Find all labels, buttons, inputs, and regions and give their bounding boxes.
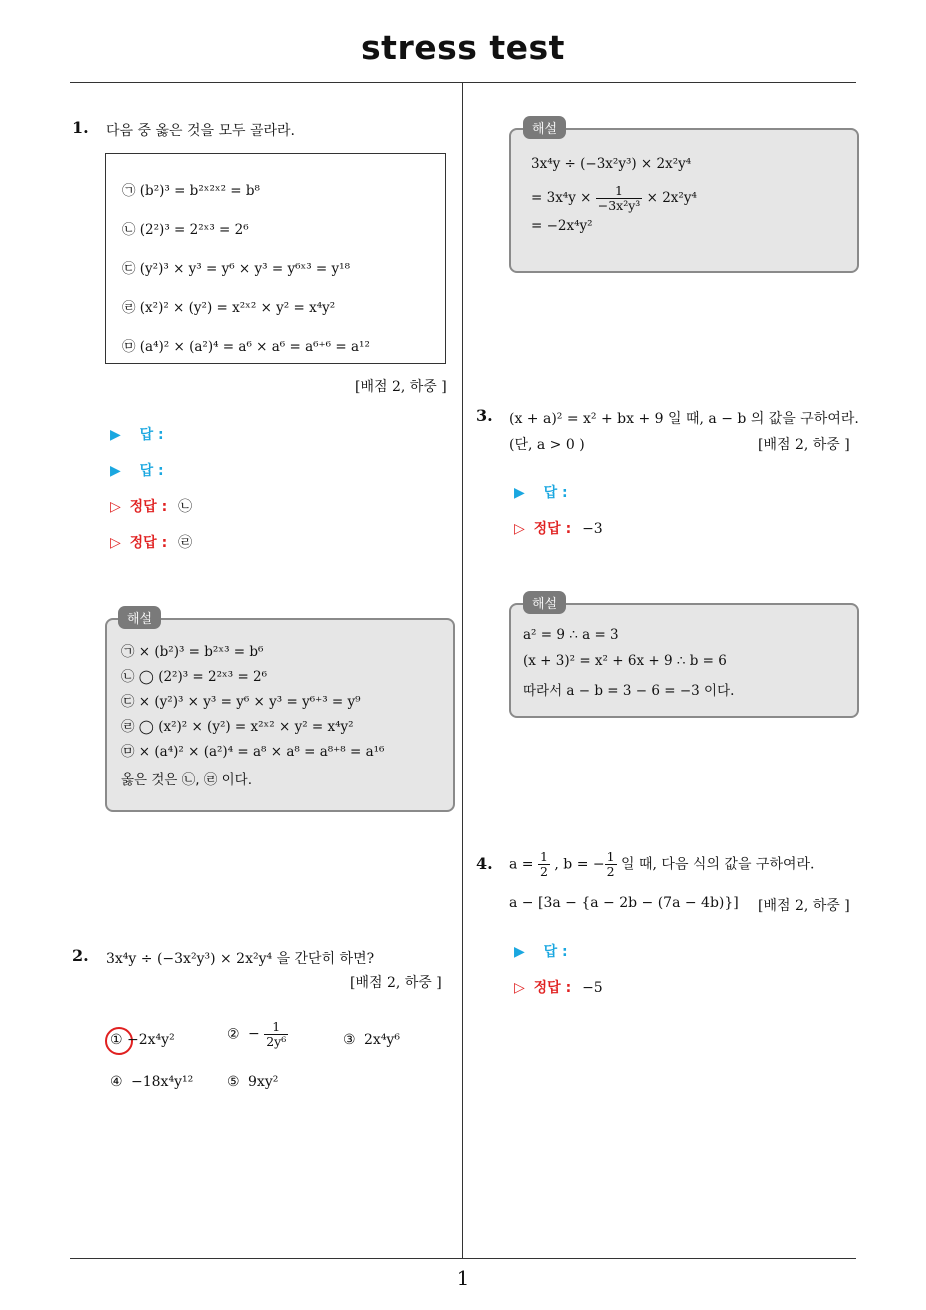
q3-score: [배점 2, 하중 ] bbox=[758, 437, 850, 453]
play-icon: ▶ bbox=[110, 463, 121, 479]
q3-correct-row bbox=[514, 518, 603, 538]
answer-label: 답 : bbox=[543, 944, 568, 960]
correct-value: ㉣ bbox=[178, 535, 193, 551]
q1-explanation-line: ㉢ × (y²)³ × y³ = y⁶ × y³ = y⁶⁺³ = y⁹ bbox=[121, 694, 361, 710]
choice-fraction: $\frac{1}{\text{2y⁶}}$ bbox=[266, 1019, 287, 1049]
q4-answer-row bbox=[514, 941, 568, 961]
q1-score: [배점 2, 하중 ] bbox=[355, 379, 447, 395]
q2-explanation-line: = 3x⁴y × $\frac{1}{\text{−3x²y³}}$ × 2x²y⁴ bbox=[531, 183, 697, 213]
play-outline-icon: ▷ bbox=[514, 980, 525, 996]
choice-number: ① bbox=[110, 1032, 123, 1048]
q3-explanation-line: 따라서 a − b = 3 − 6 = −3 이다. bbox=[523, 683, 735, 699]
q4-number: 4. bbox=[476, 854, 493, 873]
choice-number: ② bbox=[227, 1026, 240, 1043]
play-icon: ▶ bbox=[514, 485, 525, 501]
q1-option: ㉢ (y²)³ × y³ = y⁶ × y³ = y⁶ˣ³ = y¹⁸ bbox=[122, 261, 350, 277]
play-outline-icon: ▷ bbox=[514, 521, 525, 537]
choice-value: −18x⁴y¹² bbox=[131, 1074, 194, 1090]
q2-choice-2[interactable] bbox=[227, 1020, 288, 1049]
explanation-tag: 해설 bbox=[118, 606, 161, 629]
q1-answer-row bbox=[110, 424, 164, 444]
q2-explanation-line: 3x⁴y ÷ (−3x²y³) × 2x²y⁴ bbox=[531, 156, 692, 172]
page-number: 1 bbox=[456, 1266, 470, 1290]
q1-correct-row bbox=[110, 532, 192, 552]
q1-option: ㉡ (2²)³ = 2²ˣ³ = 2⁶ bbox=[122, 222, 249, 238]
q1-explanation-line: ㉣ ◯ (x²)² × (y²) = x²ˣ² × y² = x⁴y² bbox=[121, 719, 354, 735]
correct-value: −3 bbox=[582, 521, 603, 537]
choice-value: − bbox=[248, 1026, 260, 1043]
play-outline-icon: ▷ bbox=[110, 499, 121, 515]
correct-value: −5 bbox=[582, 980, 603, 996]
q3-explanation-box bbox=[509, 603, 859, 718]
q1-explanation-line: 옳은 것은 ㉡, ㉣ 이다. bbox=[121, 772, 252, 788]
q1-answer-row bbox=[110, 460, 164, 480]
explanation-tag: 해설 bbox=[523, 591, 566, 614]
q3-question: (x + a)² = x² + bx + 9 일 때, a − b 의 값을 구하여라. bbox=[509, 411, 859, 427]
q2-choice-3[interactable] bbox=[343, 1032, 400, 1048]
q2-explanation-line: = −2x⁴y² bbox=[531, 218, 593, 234]
q4-score: [배점 2, 하중 ] bbox=[758, 898, 850, 914]
q4-fraction-b: $\frac{1}{2}$ bbox=[606, 849, 615, 879]
q2-score: [배점 2, 하중 ] bbox=[350, 975, 442, 991]
footer-rule bbox=[70, 1258, 856, 1259]
q2-number: 2. bbox=[72, 946, 89, 965]
q1-explanation-box bbox=[105, 618, 455, 812]
play-icon: ▶ bbox=[110, 427, 121, 443]
answer-label: 답 : bbox=[139, 463, 164, 479]
q2-choice-1[interactable] bbox=[110, 1032, 175, 1048]
play-outline-icon: ▷ bbox=[110, 535, 121, 551]
header-rule bbox=[70, 82, 856, 83]
q2-choice-5[interactable] bbox=[227, 1074, 278, 1090]
q2-explanation-box bbox=[509, 128, 859, 273]
q4-expression: a − [3a − {a − 2b − (7a − 4b)}] bbox=[509, 895, 739, 911]
column-divider bbox=[462, 83, 463, 1258]
q1-number: 1. bbox=[72, 118, 89, 137]
q2-question: 3x⁴y ÷ (−3x²y³) × 2x²y⁴ 을 간단히 하면? bbox=[106, 951, 375, 967]
choice-number: ⑤ bbox=[227, 1074, 240, 1090]
q1-explanation-line: ㉠ × (b²)³ = b²ˣ³ = b⁶ bbox=[121, 644, 264, 660]
correct-label: 정답 : bbox=[129, 499, 168, 515]
answer-label: 답 : bbox=[543, 485, 568, 501]
q3-answer-row bbox=[514, 482, 568, 502]
q3-explanation-line: (x + 3)² = x² + 6x + 9 ∴ b = 6 bbox=[523, 653, 727, 669]
q4-correct-row bbox=[514, 977, 603, 997]
q1-option: ㉠ (b²)³ = b²ˣ²ˣ² = b⁸ bbox=[122, 183, 260, 199]
q1-question: 다음 중 옳은 것을 모두 골라라. bbox=[106, 123, 295, 139]
play-icon: ▶ bbox=[514, 944, 525, 960]
q1-explanation-line: ㉤ × (a⁴)² × (a²)⁴ = a⁸ × a⁸ = a⁸⁺⁸ = a¹⁶ bbox=[121, 744, 385, 760]
explanation-fraction: $\frac{1}{\text{−3x²y³}}$ bbox=[597, 183, 641, 213]
q1-explanation-line: ㉡ ◯ (2²)³ = 2²ˣ³ = 2⁶ bbox=[121, 669, 268, 685]
correct-value: ㉡ bbox=[178, 499, 193, 515]
q3-explanation-line: a² = 9 ∴ a = 3 bbox=[523, 627, 619, 643]
correct-label: 정답 : bbox=[129, 535, 168, 551]
answer-label: 답 : bbox=[139, 427, 164, 443]
page-title: stress test bbox=[361, 28, 565, 67]
choice-value: 9xy² bbox=[248, 1074, 279, 1090]
q4-question: a = $\frac{1}{2}$ , b = − $\frac{1}{2}$ 일 때, 다음 식의 값을 구하여라. bbox=[509, 849, 815, 879]
choice-value: 2x⁴y⁶ bbox=[364, 1032, 400, 1048]
q1-options-box bbox=[105, 153, 446, 364]
correct-label: 정답 : bbox=[533, 980, 572, 996]
choice-value: −2x⁴y² bbox=[127, 1032, 175, 1048]
choice-number: ④ bbox=[110, 1074, 123, 1090]
q1-option: ㉤ (a⁴)² × (a²)⁴ = a⁶ × a⁶ = a⁶⁺⁶ = a¹² bbox=[122, 339, 370, 355]
q2-choice-4[interactable] bbox=[110, 1074, 193, 1090]
q1-option: ㉣ (x²)² × (y²) = x²ˣ² × y² = x⁴y² bbox=[122, 300, 336, 316]
explanation-tag: 해설 bbox=[523, 116, 566, 139]
q3-number: 3. bbox=[476, 406, 493, 425]
q4-fraction-a: $\frac{1}{2}$ bbox=[539, 849, 548, 879]
q3-condition: (단, a > 0 ) bbox=[509, 437, 585, 453]
q1-correct-row bbox=[110, 496, 192, 516]
choice-number: ③ bbox=[343, 1032, 356, 1048]
correct-label: 정답 : bbox=[533, 521, 572, 537]
